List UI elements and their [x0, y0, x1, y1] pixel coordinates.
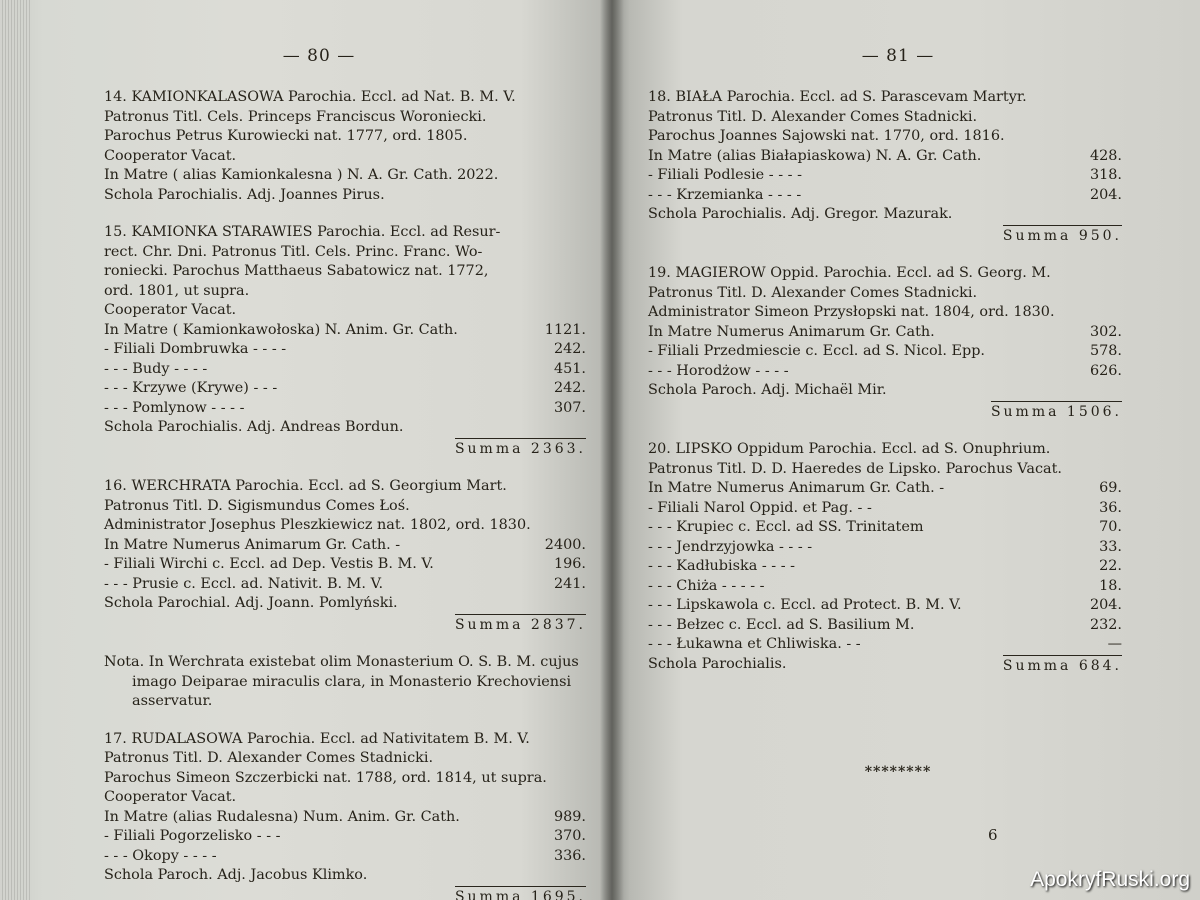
row-value: 370.: [553, 828, 586, 844]
text-line: Schola Parochialis. Adj. Andreas Bordun.: [104, 419, 404, 435]
row-label: - - - Lipskawola c. Eccl. ad Protect. B. M. V.: [648, 597, 962, 613]
count-row: [648, 557, 1122, 577]
row-label: - - - Kadłubiska - - - -: [648, 558, 796, 574]
count-row: [648, 147, 1122, 167]
text-line: Parochus Simeon Szczerbicki nat. 1788, ord. 1814, ut supra.: [104, 769, 547, 786]
row-value: 428.: [1089, 147, 1122, 164]
row-label: - Filiali Podlesie - - - -: [648, 167, 802, 183]
text-line: Cooperator Vacat.: [104, 302, 237, 318]
summa-total: Summa 2837.: [455, 614, 586, 636]
text-line: 19. MAGIEROW Oppid. Parochia. Eccl. ad S. Georg. M.: [648, 265, 1051, 281]
row-label: - - - Prusie c. Eccl. ad. Nativit. B. M. V.: [104, 575, 384, 592]
text-line: Patronus Titl. D. D. Haeredes de Lipsko. Parochus Vacat.: [648, 460, 1062, 477]
text-line: Cooperator Vacat.: [104, 789, 237, 805]
count-row: [104, 399, 586, 419]
text-line: 16. WERCHRATA Parochia. Eccl. ad S. Georgium Mart.: [104, 478, 507, 494]
row-value: 578.: [1089, 343, 1122, 359]
text-line: 17. RUDALASOWA Parochia. Eccl. ad Nativitatem B. M. V.: [104, 730, 530, 747]
text-line: Schola Parochialis. Adj. Joannes Pirus.: [104, 186, 385, 203]
count-row: [648, 362, 1122, 382]
nota-text: Nota. In Werchrata existebat olim Monasterium O. S. B. M. cujus imago Deiparae miraculis clara, in Monasterio Krechoviensi asservatur.: [104, 654, 579, 709]
row-value: 204.: [1089, 186, 1122, 203]
row-label: - - - Horodżow - - - -: [648, 362, 789, 379]
row-label: - - - Krzywe (Krywe) - - -: [104, 380, 278, 396]
count-row: [104, 360, 586, 380]
row-value: 69.: [1099, 480, 1122, 496]
text-line: Schola Parochialis. Adj. Gregor. Mazurak.: [648, 206, 953, 222]
page-number-left: — 80 —: [282, 46, 356, 66]
count-row: [104, 575, 586, 595]
entry-17: [104, 730, 586, 900]
row-value: 241.: [553, 575, 586, 592]
count-row: [648, 596, 1122, 616]
row-label: In Matre (alias Białapiaskowa) N. A. Gr. Cath.: [648, 147, 982, 164]
row-label: - Filiali Pogorzelisko - - -: [104, 828, 281, 844]
text-line: 15. KAMIONKA STARAWIES Parochia. Eccl. ad Resur-: [104, 224, 501, 240]
row-label: In Matre Numerus Animarum Gr. Cath.: [648, 323, 935, 340]
entry-19: [648, 264, 1122, 422]
section-divider: ********: [864, 764, 932, 780]
text-line: Patronus Titl. D. Alexander Comes Stadnicki.: [648, 284, 978, 301]
row-label: - Filiali Dombruwka - - - -: [104, 341, 287, 357]
count-row: [648, 342, 1122, 362]
count-row: [104, 827, 586, 847]
row-value: 33.: [1099, 538, 1122, 555]
row-value: 232.: [1089, 616, 1122, 633]
text-line: Cooperator Vacat.: [104, 147, 237, 164]
row-label: - - - Okopy - - - -: [104, 847, 217, 864]
text-line: Administrator Josephus Pleszkiewicz nat. 1802, ord. 1830.: [104, 517, 531, 533]
count-row: [104, 847, 586, 867]
text-line: rect. Chr. Dni. Patronus Titl. Cels. Princ. Franc. Wo-: [104, 243, 483, 260]
entry-14: [104, 88, 586, 205]
text-line: Patronus Titl. D. Alexander Comes Stadnicki.: [648, 108, 978, 125]
count-row: [648, 166, 1122, 186]
entry-16: [104, 477, 586, 635]
text-line: Schola Paroch. Adj. Jacobus Klimko.: [104, 867, 368, 883]
count-row: [648, 518, 1122, 538]
row-value: 70.: [1099, 519, 1122, 535]
row-value: 36.: [1099, 499, 1122, 516]
count-row: [648, 538, 1122, 558]
row-label: - Filiali Narol Oppid. et Pag. - -: [648, 499, 872, 516]
count-row: [104, 340, 586, 360]
row-value: 302.: [1089, 323, 1122, 340]
count-row: [104, 808, 586, 828]
summa-total: Summa 2363.: [455, 438, 586, 460]
count-row: [648, 499, 1122, 519]
row-value: 626.: [1089, 362, 1122, 379]
row-value: 196.: [553, 556, 586, 572]
text-line: In Matre ( alias Kamionkalesna ) N. A. Gr. Cath. 2022.: [104, 167, 499, 183]
text-line: Patronus Titl. Cels. Princeps Franciscus Woroniecki.: [104, 108, 487, 125]
text-line: Schola Paroch. Adj. Michaël Mir.: [648, 382, 887, 398]
row-value: 242.: [553, 341, 586, 357]
row-value: 22.: [1099, 558, 1122, 574]
right-page: [612, 0, 1200, 900]
row-label: In Matre (alias Rudalesna) Num. Anim. Gr. Cath.: [104, 808, 460, 825]
text-line: Schola Parochial. Adj. Joann. Pomlyński.: [104, 595, 398, 611]
entry-20: [648, 440, 1122, 676]
text-line: Patronus Titl. D. Sigismundus Comes Łoś.: [104, 497, 410, 514]
row-value: —: [1107, 636, 1122, 652]
count-row: [648, 323, 1122, 343]
row-value: 18.: [1099, 577, 1122, 594]
row-label: - - - Łukawna et Chliwiska. - -: [648, 636, 861, 652]
row-value: 204.: [1089, 597, 1122, 613]
row-label: - Filiali Wirchi c. Eccl. ad Dep. Vestis B. M. V.: [104, 556, 434, 572]
text-line: 18. BIAŁA Parochia. Eccl. ad S. Parascevam Martyr.: [648, 89, 1027, 105]
row-value: 242.: [553, 380, 586, 396]
count-row: [104, 321, 586, 341]
text-line: 14. KAMIONKALASOWA Parochia. Eccl. ad Nat. B. M. V.: [104, 89, 516, 105]
text-line: Parochus Petrus Kurowiecki nat. 1777, ord. 1805.: [104, 128, 468, 144]
text-line: Patronus Titl. D. Alexander Comes Stadnicki.: [104, 750, 434, 766]
page-edges: [0, 0, 30, 900]
row-value: 318.: [1089, 167, 1122, 183]
summa-total: Summa 1695.: [455, 886, 586, 900]
count-row: [104, 536, 586, 556]
row-label: In Matre Numerus Animarum Gr. Cath. -: [648, 480, 945, 496]
row-value: 1121.: [544, 321, 586, 338]
text-line: Administrator Simeon Przysłopski nat. 1804, ord. 1830.: [648, 304, 1055, 320]
summa-total: Summa 684.: [1003, 655, 1122, 677]
text-line: 20. LIPSKO Oppidum Parochia. Eccl. ad S. Onuphrium.: [648, 441, 1051, 457]
book-gutter: [600, 0, 624, 900]
nota: [104, 653, 586, 712]
text-line: roniecki. Parochus Matthaeus Sabatowicz nat. 1772,: [104, 263, 489, 279]
page-number-right: — 81 —: [861, 46, 935, 66]
count-row: [648, 577, 1122, 597]
schola-line: Schola Parochialis.: [648, 655, 787, 672]
count-row: [648, 186, 1122, 206]
count-row: [648, 479, 1122, 499]
row-label: - - - Chiża - - - - -: [648, 577, 765, 594]
row-label: - - - Pomlynow - - - -: [104, 399, 245, 416]
row-label: In Matre Numerus Animarum Gr. Cath. -: [104, 536, 401, 553]
row-label: In Matre ( Kamionkawołoska) N. Anim. Gr. Cath.: [104, 321, 458, 338]
row-label: - - - Bełzec c. Eccl. ad S. Basilium M.: [648, 616, 915, 633]
row-label: - - - Krzemianka - - - -: [648, 186, 802, 203]
entry-15: [104, 223, 586, 459]
entry-18: [648, 88, 1122, 246]
row-label: - - - Krupiec c. Eccl. ad SS. Trinitatem: [648, 519, 924, 535]
text-line: ord. 1801, ut supra.: [104, 282, 250, 299]
row-value: 2400.: [544, 536, 586, 553]
row-label: - Filiali Przedmiescie c. Eccl. ad S. Nicol. Epp.: [648, 343, 985, 359]
count-row: [104, 379, 586, 399]
row-value: 307.: [553, 399, 586, 416]
row-label: - - - Budy - - - -: [104, 360, 208, 377]
row-value: 989.: [553, 808, 586, 825]
row-label: - - - Jendrzyjowka - - - -: [648, 538, 813, 555]
watermark: ApokryfRuski.org: [1030, 868, 1190, 891]
count-row: [648, 635, 1122, 655]
count-row: [104, 555, 586, 575]
text-line: Parochus Joannes Sajowski nat. 1770, ord. 1816.: [648, 128, 1005, 144]
count-row: [648, 616, 1122, 636]
row-value: 451.: [553, 360, 586, 377]
signature-mark: 6: [988, 826, 998, 844]
summa-total: Summa 1506.: [991, 401, 1122, 423]
count-row: [648, 655, 1122, 677]
summa-total: Summa 950.: [1003, 225, 1122, 247]
row-value: 336.: [553, 847, 586, 864]
